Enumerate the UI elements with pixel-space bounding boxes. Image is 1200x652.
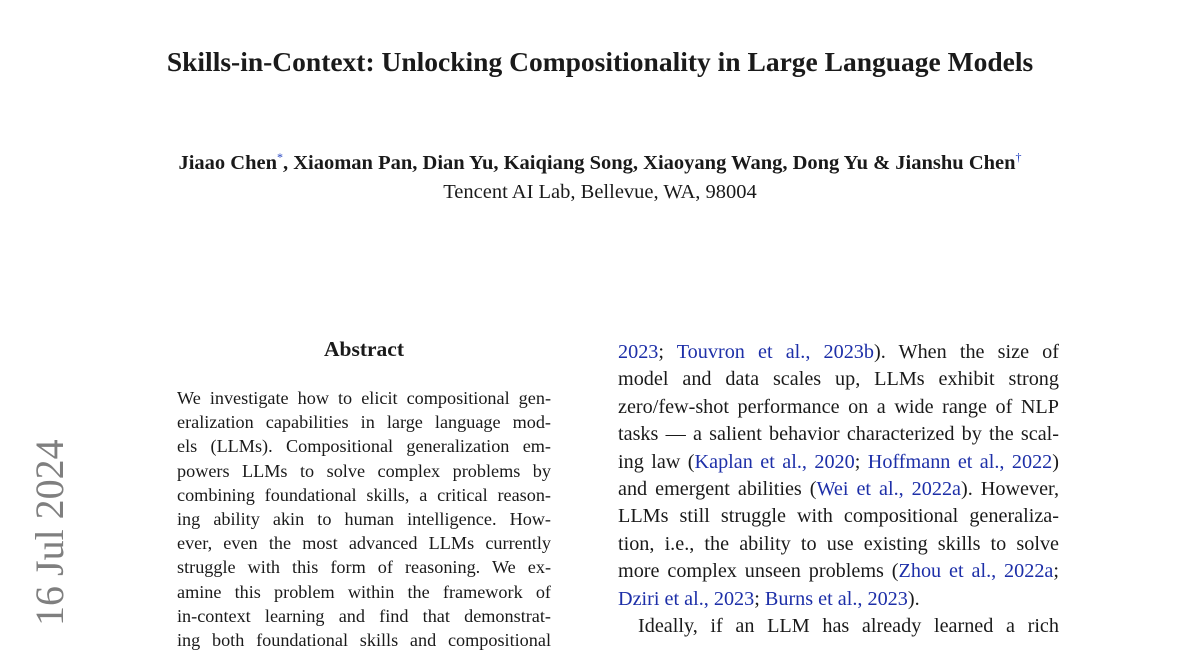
intro-text: ; [1053, 560, 1060, 583]
intro-text: and emergent abilities ( [618, 478, 817, 501]
introduction-text [618, 339, 1059, 640]
citation-link[interactable]: Zhou et al., 2022a [898, 560, 1054, 583]
abstract-line: ing ability akin to human intelligence. How- [177, 509, 551, 530]
first-author: Jiaao Chen [178, 152, 277, 174]
intro-text: ) [1052, 450, 1060, 473]
intro-line: Ideally, if an LLM has already learned a rich [638, 615, 1059, 638]
intro-line: tasks — a salient behavior characterized by the scal- [618, 423, 1059, 446]
abstract-body [177, 386, 551, 652]
corresponding-author-mark[interactable]: † [1015, 150, 1022, 164]
abstract-heading: Abstract [323, 337, 404, 361]
paper-title: Skills-in-Context: Unlocking Compositionality in Large Language Models [166, 46, 1034, 77]
intro-text: ). When the size of [873, 341, 1059, 363]
citation-link[interactable]: Touvron et al., 2023b [676, 341, 874, 363]
citation-link[interactable]: Burns et al., 2023 [764, 587, 908, 610]
abstract-line: ever, even the most advanced LLMs currently [177, 533, 551, 554]
intro-line [618, 339, 1059, 366]
other-authors: , Xiaoman Pan, Dian Yu, Kaiqiang Song, Xiaoyang Wang, Dong Yu & Jianshu Chen [282, 152, 1016, 174]
intro-text: ). However, [961, 478, 1059, 501]
intro-text: more complex unseen problems ( [618, 560, 899, 583]
arxiv-date-stamp: 16 Jul 2024 [27, 439, 72, 626]
abstract-line: ing both foundational skills and compositional [177, 630, 551, 651]
intro-text: ; [658, 341, 677, 363]
intro-text: ; [754, 587, 765, 610]
citation-link[interactable]: 2023 [618, 341, 659, 363]
intro-line [618, 476, 1059, 503]
intro-text: ). [907, 587, 920, 610]
abstract-line: amine this problem within the framework of [177, 581, 551, 602]
citation-link[interactable]: Kaplan et al., 2020 [694, 450, 855, 473]
intro-text: ; [854, 450, 868, 473]
abstract-line: struggle with this form of reasoning. We ex- [177, 557, 551, 578]
abstract-line: combining foundational skills, a critical reason- [177, 484, 551, 505]
citation-link[interactable]: Dziri et al., 2023 [618, 587, 755, 610]
abstract-line: We investigate how to elicit compositional gen- [177, 388, 551, 408]
affiliation: Tencent AI Lab, Bellevue, WA, 98004 [443, 181, 757, 203]
intro-text: ing law ( [618, 450, 695, 473]
intro-line: model and data scales up, LLMs exhibit strong [618, 368, 1059, 391]
intro-line: zero/few-shot performance on a wide range of NLP [618, 395, 1059, 418]
abstract-line: els (LLMs). Compositional generalization em- [177, 436, 551, 457]
intro-line: LLMs still struggle with compositional generaliza- [618, 505, 1059, 528]
abstract-line: powers LLMs to solve complex problems by [177, 460, 551, 481]
intro-line [618, 558, 1059, 585]
citation-link[interactable]: Hoffmann et al., 2022 [867, 450, 1053, 473]
citation-link[interactable]: Wei et al., 2022a [816, 478, 962, 501]
intro-line [618, 449, 1059, 476]
author-list [0, 152, 1200, 175]
intro-line: tion, i.e., the ability to use existing skills to solve [618, 532, 1059, 555]
equal-contribution-mark[interactable]: * [276, 150, 283, 164]
intro-line [618, 586, 1059, 613]
abstract-line: in-context learning and find that demonstrat- [177, 605, 551, 626]
abstract-line: eralization capabilities in large language mod- [177, 412, 551, 433]
